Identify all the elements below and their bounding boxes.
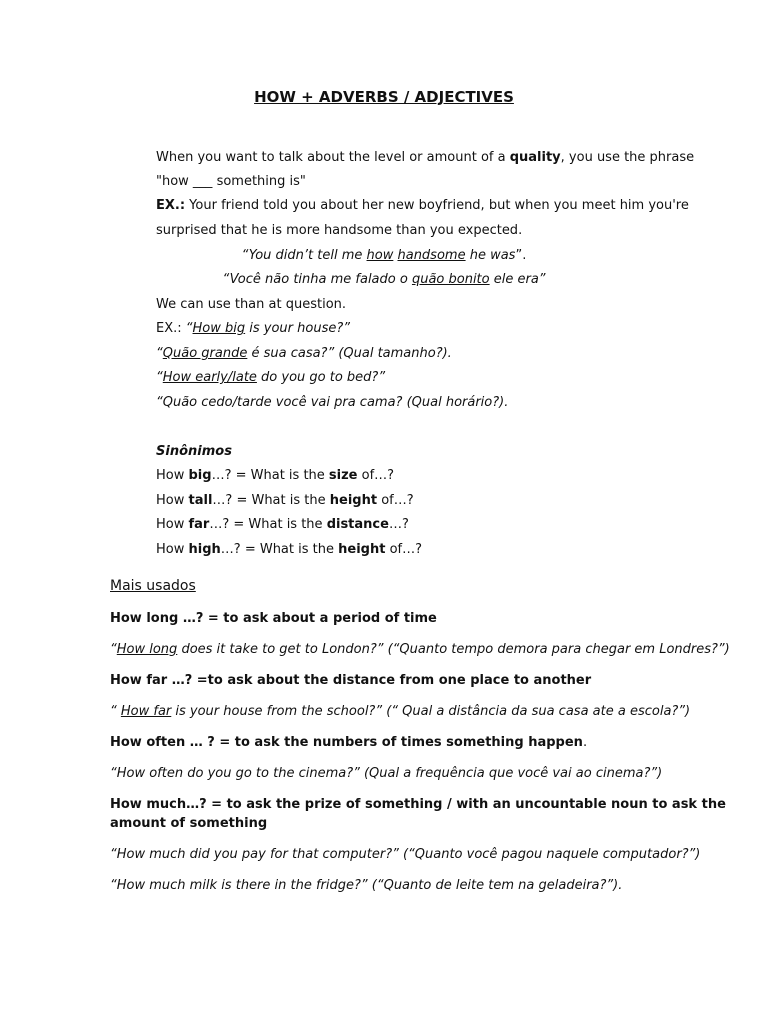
how-far-example [110,704,690,720]
quote-text: é sua casa?” (Qual tamanho?). [247,346,452,361]
quote-open: “ [110,642,117,657]
quote-underlined: Quão grande [162,346,248,361]
quote-portuguese [0,272,768,288]
quote-open: “ [110,704,121,719]
intro-text: When you want to talk about the level or amount of a [156,150,510,165]
quote-text: “How much milk is there in the fridge?” (“Quanto de leite tem na geladeira?”). [110,878,623,893]
page-title: HOW + ADVERBS / ADJECTIVES [254,88,514,106]
synonym-text: How [156,468,189,483]
example-text: Your friend told you about her new boyfriend, but when you meet him you're [185,198,689,213]
synonym-item [156,493,414,509]
quote-part: “You didn’t tell me [241,248,367,263]
synonym-item [156,468,394,484]
synonym-text: of…? [357,468,395,483]
how-long-example [110,642,730,658]
quote-part: he was [465,248,516,263]
intro-line-2: "how ___ something is" [156,174,306,189]
how-much-example-1 [110,847,700,863]
quote-open: “ [156,370,163,385]
quote-text: is your house from the school?” (“ Qual a distância da sua casa ate a escola?”) [171,704,691,719]
synonym-keyword: distance [326,517,389,532]
quote-underlined-handsome: handsome [397,248,466,263]
synonym-keyword: far [188,517,210,532]
quote-underlined: How early/late [162,370,257,385]
how-much-example-2 [110,878,622,894]
most-used-heading: Mais usados [110,578,196,594]
quote-text: do you go to bed?” [256,370,386,385]
intro-keyword: quality [509,150,561,165]
quote-underlined: How far [120,704,172,719]
how-often-example [110,766,662,782]
quote-part: “Você não tinha me falado o [222,272,412,287]
how-much-definition-2 [110,816,267,832]
example-2-portuguese [156,346,452,362]
example-2 [156,321,350,337]
synonym-keyword: tall [188,493,213,508]
synonym-keyword: size [328,468,358,483]
synonym-text: How [156,493,189,508]
definition-text: How long …? = to ask about a period of time [110,611,437,626]
quote-end: ”. [515,248,527,263]
synonym-keyword: height [338,542,386,557]
quote-text: “How often do you go to the cinema?” (Qual a frequência que você vai ao cinema?”) [110,766,663,781]
synonym-keyword: high [188,542,221,557]
synonyms-heading [156,444,232,460]
synonym-keyword: height [329,493,378,508]
quote-text: “Quão cedo/tarde você vai pra cama? (Qual horário?). [156,395,509,410]
example-quote-open: “ [181,321,193,336]
intro-line-1 [156,150,694,166]
quote-underlined: quão bonito [411,272,490,287]
quote-english [0,248,768,264]
intro-text-end: , you use the phrase [560,150,695,165]
synonym-text: …? = What is the [209,517,327,532]
synonym-text: …? = What is the [220,542,339,557]
synonym-text: of…? [385,542,422,557]
how-far-definition [110,673,591,689]
synonym-text: …? = What is the [212,493,330,508]
question-note: We can use than at question. [156,297,347,312]
quote-part: ele era” [489,272,546,287]
example-underlined: How big [192,321,246,336]
example-label: EX.: [156,321,182,336]
example-1-line-1 [156,198,689,214]
synonym-text: of…? [377,493,414,508]
definition-text: How often … ? = to ask the numbers of times something happen [110,735,583,750]
definition-text: How much…? = to ask the prize of something / with an uncountable noun to ask the [110,797,726,812]
example-label: EX.: [156,198,186,213]
definition-text: How far …? =to ask about the distance from one place to another [110,673,592,688]
how-often-definition [110,735,587,751]
synonym-text: How [156,517,189,532]
quote-text: does it take to get to London?” (“Quanto tempo demora para chegar em Londres?”) [177,642,730,657]
quote-open: “ [156,346,163,361]
synonym-text: …? [388,517,409,532]
synonym-item [156,517,409,533]
definition-end: . [582,735,588,750]
quote-text: “How much did you pay for that computer?” (“Quanto você pagou naquele computador?”) [110,847,701,862]
how-long-definition [110,611,437,627]
synonym-text: …? = What is the [211,468,329,483]
synonym-keyword: big [188,468,212,483]
definition-text: amount of something [110,816,268,831]
example-text: is your house?” [245,321,350,336]
synonyms-heading-text: Sinônimos [156,444,232,459]
example-1-line-2: surprised that he is more handsome than you expected. [156,223,523,238]
synonym-text: How [156,542,189,557]
quote-underlined-how: how [366,248,394,263]
example-3 [156,370,385,386]
quote-underlined: How long [116,642,178,657]
synonym-item [156,542,422,558]
example-3-portuguese [156,395,508,411]
how-much-definition-1 [110,797,726,813]
